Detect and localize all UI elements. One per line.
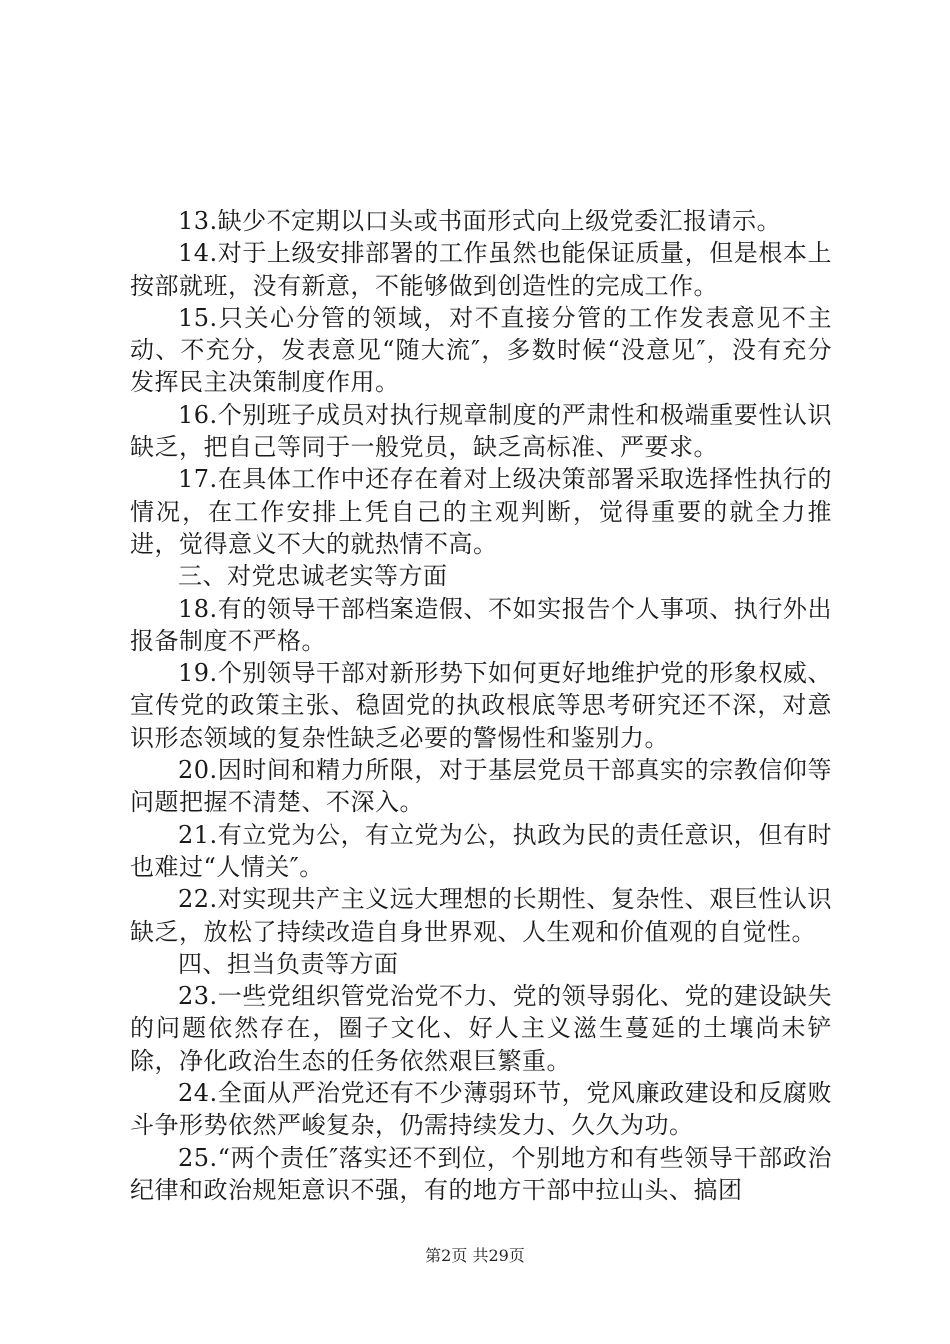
paragraph-13: 13.缺少不定期以口头或书面形式向上级党委汇报请示。 xyxy=(178,207,782,235)
section-heading-3: 三、对党忠诚老实等方面 xyxy=(178,562,448,591)
paragraph-24: 24.全面从严治党还有不少薄弱环节，党风廉政建设和反腐败斗争形势依然严峻复杂，仍需持续发力、久久为功。 xyxy=(130,1079,832,1140)
paragraph-16: 16.个别班子成员对执行规章制度的严肃性和极端重要性认识缺乏，把自己等同于一般党员，缺乏高标准、严要求。 xyxy=(130,400,832,462)
document-body xyxy=(130,205,832,1206)
paragraph-19: 19.个别领导干部对新形势下如何更好地维护党的形象权威、宣传党的政策主张、稳固党的执政根底等思考研究还不深，对意识形态领域的复杂性缺乏必要的警惕性和鉴别力。 xyxy=(130,659,832,752)
paragraph-17: 17.在具体工作中还存在着对上级决策部署采取选择性执行的情况，在工作安排上凭自己的主观判断，觉得重要的就全力推进，觉得意义不大的就热情不高。 xyxy=(130,465,832,558)
page-number-label: 第2页 共29页 xyxy=(425,1246,525,1265)
paragraph-20: 20.因时间和精力所限，对于基层党员干部真实的宗教信仰等问题把握不清楚、不深入。 xyxy=(130,756,832,817)
paragraph-22: 22.对实现共产主义远大理想的长期性、复杂性、艰巨性认识缺乏，放松了持续改造自身世界观、人生观和价值观的自觉性。 xyxy=(130,885,832,946)
paragraph-15: 15.只关心分管的领域，对不直接分管的工作发表意见不主动、不充分，发表意见“随大流″，多数时候“没意见″，没有充分发挥民主决策制度作用。 xyxy=(130,303,832,397)
paragraph-23: 23.一些党组织管党治党不力、党的领导弱化、党的建设缺失的问题依然存在，圈子文化、好人主义滋生蔓延的土壤尚未铲除，净化政治生态的任务依然艰巨繁重。 xyxy=(130,982,832,1075)
paragraph-14: 14.对于上级安排部署的工作虽然也能保证质量，但是根本上按部就班，没有新意，不能够做到创造性的完成工作。 xyxy=(130,239,832,300)
paragraph-18: 18.有的领导干部档案造假、不如实报告个人事项、执行外出报备制度不严格。 xyxy=(130,594,832,655)
paragraph-25: 25.“两个责任″落实还不到位，个别地方和有些领导干部政治纪律和政治规矩意识不强，有的地方干部中拉山头、搞团 xyxy=(130,1143,832,1204)
section-heading-4: 四、担当负责等方面 xyxy=(178,949,399,978)
page-footer xyxy=(0,1243,950,1266)
paragraph-21: 21.有立党为公，有立党为公，执政为民的责任意识，但有时也难过“人情关″。 xyxy=(130,820,832,881)
